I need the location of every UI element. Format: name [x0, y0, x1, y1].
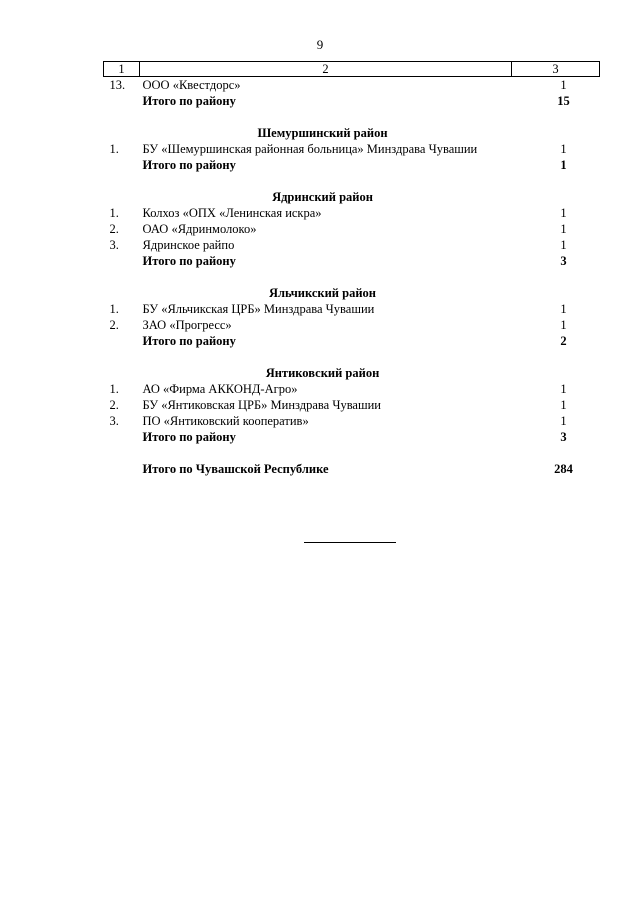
table-row [104, 237, 600, 253]
row-number: 13. [109, 78, 126, 92]
table-row [104, 301, 600, 317]
row-quantity: 1 [560, 382, 567, 396]
row-name: АО «Фирма АККОНД-Агро» [142, 382, 298, 396]
table-row [104, 221, 600, 237]
table-row [104, 381, 600, 397]
district-total-row [104, 253, 600, 269]
district-title: Шемуршинский район [257, 126, 388, 140]
grand-total-spacer [104, 445, 140, 477]
row-name: БУ «Яльчикская ЦРБ» Минздрава Чувашии [142, 302, 375, 316]
total-value: 15 [557, 94, 570, 108]
page-number: 9 [316, 37, 324, 52]
row-quantity: 1 [560, 302, 567, 316]
district-heading-spacer [512, 109, 600, 141]
row-number: 1. [109, 142, 119, 156]
total-spacer [104, 429, 140, 445]
district-total-row [104, 93, 600, 109]
row-name: БУ «Шемуршинская районная больница» Минздрава Чувашии [142, 142, 478, 156]
row-number: 1. [109, 302, 119, 316]
total-value: 2 [560, 334, 567, 348]
table-row [104, 205, 600, 221]
row-number: 2. [109, 398, 119, 412]
district-heading-spacer [512, 269, 600, 301]
total-label: Итого по району [142, 254, 236, 268]
district-heading-row [104, 109, 600, 141]
table-row [104, 413, 600, 429]
row-name: БУ «Янтиковская ЦРБ» Минздрава Чувашии [142, 398, 381, 412]
row-number: 2. [109, 318, 119, 332]
total-spacer [104, 157, 140, 173]
total-spacer [104, 333, 140, 349]
row-number: 3. [109, 414, 119, 428]
row-quantity: 1 [560, 398, 567, 412]
table-row [104, 77, 600, 94]
district-heading-spacer [512, 173, 600, 205]
row-quantity: 1 [560, 238, 567, 252]
row-number: 1. [109, 206, 119, 220]
district-total-row [104, 429, 600, 445]
district-title: Янтиковский район [265, 366, 380, 380]
row-quantity: 1 [560, 142, 567, 156]
organizations-table [103, 61, 600, 477]
row-number: 2. [109, 222, 119, 236]
table-header-row [104, 62, 600, 77]
row-number: 1. [109, 382, 119, 396]
row-name: ПО «Янтиковский кооператив» [142, 414, 309, 428]
table-row [104, 317, 600, 333]
total-label: Итого по району [142, 334, 236, 348]
row-name: ЗАО «Прогресс» [142, 318, 232, 332]
total-value: 3 [560, 254, 567, 268]
grand-total-value: 284 [554, 462, 573, 476]
grand-total-label: Итого по Чувашской Республике [142, 462, 329, 476]
district-heading-spacer [512, 349, 600, 381]
district-heading-row [104, 349, 600, 381]
header-col-3: 3 [512, 62, 600, 77]
header-col-2: 2 [140, 62, 512, 77]
total-spacer [104, 253, 140, 269]
row-name: Ядринское райпо [142, 238, 235, 252]
district-heading-row [104, 269, 600, 301]
table-row [104, 397, 600, 413]
row-quantity: 1 [560, 318, 567, 332]
row-name: ОАО «Ядринмолоко» [142, 222, 257, 236]
row-quantity: 1 [560, 222, 567, 236]
district-title: Ядринский район [272, 190, 373, 204]
row-name: Колхоз «ОПХ «Ленинская искра» [142, 206, 322, 220]
total-label: Итого по району [142, 94, 236, 108]
table-row [104, 141, 600, 157]
total-label: Итого по району [142, 158, 236, 172]
district-total-row [104, 157, 600, 173]
header-col-1: 1 [104, 62, 140, 77]
total-spacer [104, 93, 140, 109]
district-title: Яльчикский район [269, 286, 376, 300]
district-total-row [104, 333, 600, 349]
total-value: 3 [560, 430, 567, 444]
total-value: 1 [560, 158, 567, 172]
grand-total-row [104, 445, 600, 477]
end-rule [304, 542, 396, 543]
row-number: 3. [109, 238, 119, 252]
row-quantity: 1 [560, 206, 567, 220]
row-quantity: 1 [560, 414, 567, 428]
total-label: Итого по району [142, 430, 236, 444]
row-name: ООО «Квестдорс» [142, 78, 241, 92]
row-quantity: 1 [560, 78, 567, 92]
district-heading-row [104, 173, 600, 205]
